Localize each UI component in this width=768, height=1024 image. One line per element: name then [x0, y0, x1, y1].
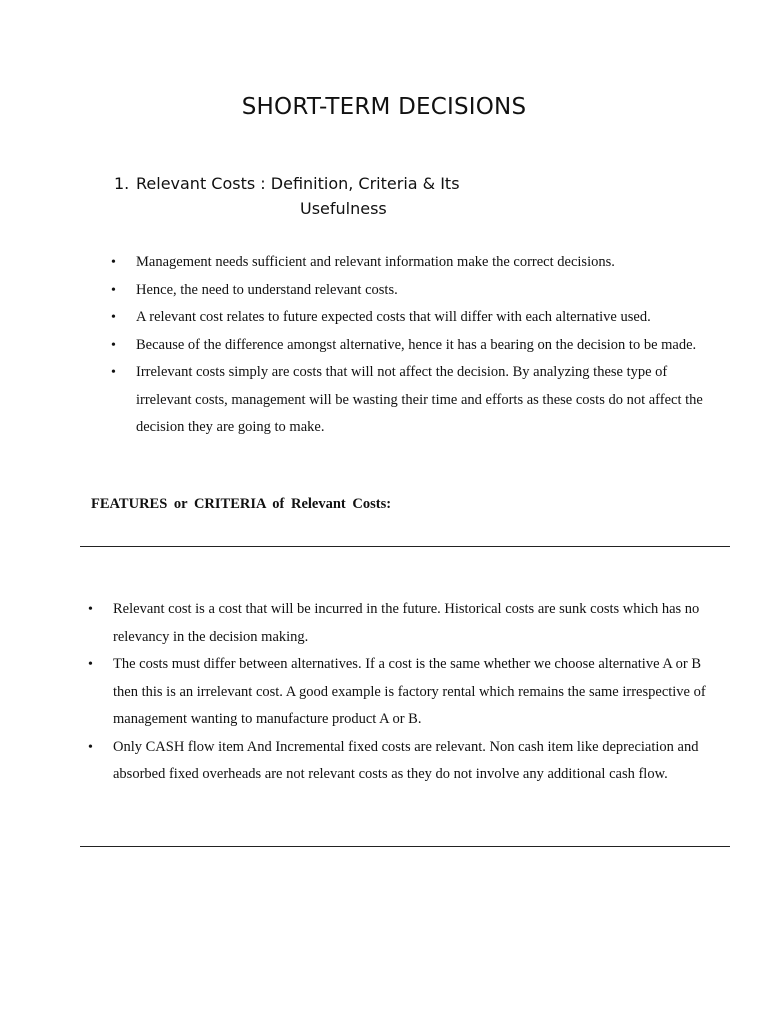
list-item-text: Only CASH flow item And Incremental fixed costs are relevant. Non cash item like depreciation and absorbed fixed overheads are not relevant costs as they do not involve any additional cash flow.: [113, 738, 699, 782]
criteria-bullet-list: [88, 596, 728, 789]
bullet-icon: •: [111, 282, 116, 298]
list-item-text: The costs must differ between alternatives. If a cost is the same whether we choose alternative A or B then this is an irrelevant cost. A good example is factory rental which remains the same irrespective of management wanting to manufacture product A or B.: [113, 656, 706, 727]
list-item-text: Management needs sufficient and relevant information make the correct decisions.: [136, 254, 615, 270]
list-item: [106, 332, 726, 360]
bullet-icon: •: [111, 337, 116, 353]
divider-bottom: [80, 846, 730, 847]
list-item: [106, 359, 726, 442]
page-title: SHORT-TERM DECISIONS: [241, 94, 527, 120]
list-item-text: Because of the difference amongst alternative, hence it has a bearing on the decision to be made.: [136, 336, 697, 353]
list-item: [88, 596, 728, 651]
section-heading: [114, 171, 554, 221]
list-item: [106, 277, 726, 305]
list-item-text: A relevant cost relates to future expected costs that will differ with each alternative used.: [136, 309, 651, 325]
bullet-icon: •: [88, 657, 93, 672]
list-item-text: Relevant cost is a cost that will be incurred in the future. Historical costs are sunk costs which has no relevancy in the decision making.: [113, 601, 700, 645]
list-item: [88, 651, 728, 734]
section-number: 1.: [114, 174, 130, 193]
relevant-costs-bullet-list: [106, 249, 726, 442]
list-item: [88, 734, 728, 789]
section-heading-line2: Usefulness: [300, 199, 387, 218]
list-item-text: Hence, the need to understand relevant costs.: [136, 281, 398, 298]
list-item-text: Irrelevant costs simply are costs that will not affect the decision. By analyzing these type of irrelevant costs, management will be wasting their time and efforts as these costs do not affect the decision they are going to make.: [136, 364, 703, 435]
features-heading: FEATURES or CRITERIA of Relevant Costs:: [91, 496, 392, 512]
list-item: [106, 304, 726, 332]
bullet-icon: •: [111, 365, 116, 380]
divider-top: [80, 546, 730, 547]
bullet-icon: •: [111, 310, 116, 325]
bullet-icon: •: [88, 739, 93, 755]
bullet-icon: •: [111, 255, 116, 270]
section-heading-line1: Relevant Costs : Definition, Criteria & Its: [136, 174, 460, 193]
list-item: [106, 249, 726, 277]
bullet-icon: •: [88, 602, 93, 617]
